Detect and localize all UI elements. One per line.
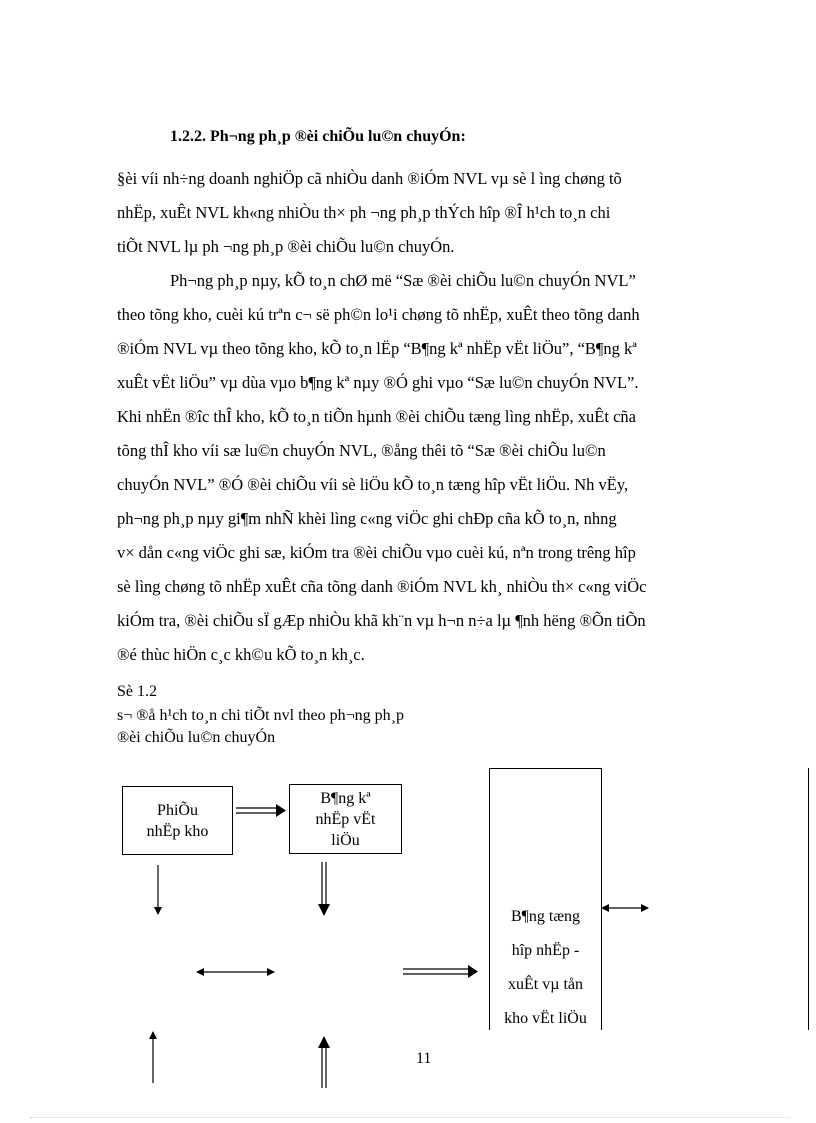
- page-bottom-rule: [30, 1117, 790, 1118]
- box-label-line: nhËp vËt: [315, 810, 376, 828]
- figure-title-line-2: ®èi chiÕu lu©n chuyÓn: [117, 729, 276, 746]
- box-label-line: kho vËt liÖu: [504, 1010, 587, 1027]
- paragraph-line: v× dån c«ng viÖc ghi sæ, kiÓm tra ®èi chiÕu vµo cuèi kú, nªn trong trêng hîp: [117, 543, 636, 562]
- double-arrow-right: [403, 965, 478, 978]
- box-label-line: PhiÕu: [157, 801, 198, 819]
- double-arrow-up: [318, 1036, 330, 1088]
- paragraph-line: §èi víi nh÷ng doanh nghiÖp cã nhiÒu danh ®iÓm NVL vµ sè l ìng chøng tõ: [117, 169, 622, 188]
- box-label-line: liÖu: [331, 831, 360, 849]
- box-label-line: nhËp kho: [146, 822, 209, 840]
- paragraph-line: xuÊt vËt liÖu” vµ dùa vµo b¶ng kª nµy ®Ó ghi vµo “Sæ lu©n chuyÓn NVL”.: [117, 373, 639, 392]
- paragraph-line: tõng thÎ kho víi sæ lu©n chuyÓn NVL, ®ång thêi tõ “Sæ ®èi chiÕu lu©n: [117, 441, 606, 460]
- paragraph-line: ®iÓm NVL vµ theo tõng kho, kÕ to¸n lËp “B¶ng kª nhËp vËt liÖu”, “B¶ng kª: [117, 339, 637, 358]
- page-number: 11: [416, 1050, 432, 1067]
- paragraph-line: ®é thùc hiÖn c¸c kh©u kÕ to¸n kh¸c.: [117, 645, 365, 664]
- box-label-line: xuÊt vµ tån: [508, 976, 583, 993]
- box-label-line: B¶ng tæng: [510, 908, 581, 925]
- double-arrow-down: [318, 862, 330, 916]
- paragraph-line: chuyÓn NVL” ®Ó ®èi chiÕu víi sè liÖu kÕ to¸n tæng hîp vËt liÖu. Nh vËy,: [117, 475, 629, 494]
- paragraph-line: theo tõng kho, cuèi kú trªn c¬ së ph©n lo¹i chøng tõ nhËp, xuÊt theo tõng danh: [117, 305, 640, 324]
- double-arrow-right: [236, 804, 286, 817]
- paragraph-line: ph¬ng ph¸p nµy gi¶m nhÑ khèi lìng c«ng viÖc ghi chÐp cña kÕ to¸n, nhng: [117, 509, 617, 528]
- paragraph-line: Khi nhËn ®îc thÎ kho, kÕ to¸n tiÕn hµnh ®èi chiÕu tæng lìng nhËp, xuÊt cña: [117, 407, 636, 426]
- figure-number: Sè 1.2: [117, 683, 157, 700]
- box-label-line: B¶ng kª: [320, 789, 371, 807]
- paragraph-line: tiÕt NVL lµ ph ¬ng ph¸p ®èi chiÕu lu©n chuyÓn.: [117, 237, 455, 256]
- paragraph-line: kiÓm tra, ®èi chiÕu sÏ gÆp nhiÒu khã kh¨n vµ h¬n n÷a lµ ¶nh hëng ®Õn tiÕn: [117, 611, 646, 630]
- box-label-line: hîp nhËp -: [511, 942, 580, 959]
- figure-title-line-1: s¬ ®å h¹ch to¸n chi tiÕt nvl theo ph¬ng ph¸p: [117, 707, 404, 724]
- section-heading: 1.2.2. Ph¬ng ph¸p ®èi chiÕu lu©n chuyÓn:: [170, 128, 466, 145]
- paragraph-line: nhËp, xuÊt NVL kh«ng nhiÒu th× ph ¬ng ph¸p thÝch hîp ®Î h¹ch to¸n chi: [117, 203, 611, 222]
- paragraph-line: Ph¬ng ph¸p nµy, kÕ to¸n chØ më “Sæ ®èi chiÕu lu©n chuyÓn NVL”: [170, 271, 636, 290]
- paragraph-line: sè lìng chøng tõ nhËp xuÊt cña tõng danh ®iÓm NVL kh¸ nhiÒu th× c«ng viÖc: [117, 577, 647, 596]
